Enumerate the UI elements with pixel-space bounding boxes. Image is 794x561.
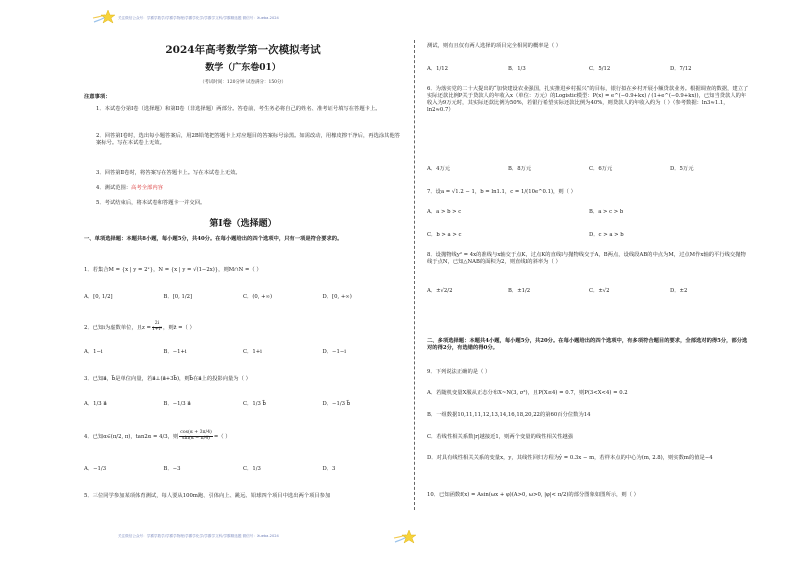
question-4-options <box>84 466 402 473</box>
question-9: 9．下列说法正确的是（ ） <box>427 369 491 375</box>
notice-1: 1．本试卷分第Ⅰ卷（选择题）和第Ⅱ卷（非选择题）两部分。答卷前，考生务必将自己的姓名、准考证号填写在答题卡上。 <box>96 106 381 112</box>
fraction: $\frac{\cos(\alpha + 3\pi/4)}{\sin(\alpha - \pi/4)}$ <box>180 430 212 441</box>
question-3: 3．已知a⃗，b⃗是单位向量，若a⃗⊥(a⃗+3b⃗)，则b⃗在a⃗上的投影向量为（ ） <box>84 376 251 382</box>
notice-5: 5．考试结束后，将本试卷和答题卡一并交回。 <box>96 200 206 206</box>
notice-2: 2．回答第Ⅰ卷时，选出每小题答案后，用2B铅笔把答题卡上对应题目的答案标号涂黑。如需改动，用橡皮擦干净后，再选涂其他答案标号。写在本试卷上无效。 <box>96 133 401 147</box>
question-5-options <box>427 66 751 73</box>
question-6-options <box>427 166 751 173</box>
question-4: 4．已知α∈(π/2, π)，tan2α = 4/3，则 $\frac{\cos(\alpha + 3\pi/4)}{\sin(\alpha - \pi/4)}$ =（ ） <box>84 430 231 441</box>
fraction: $\frac{2i}{\text{1+i³}}$ <box>151 321 163 332</box>
question-6: 6．为落实党的二十大提出的“加快建设农业强国，扎实推进乡村振兴”的目标，银行拟在乡村开展小额贷款业务。根据调查的数据，建立了实际还款比例P关于贷款人的年收入x（单位：万元）的Logistic模型：P(x) = e^(−0.9+kx) / (1+e^(−0.9+kx))，已知当贷款人的年收入为9万元时，其实际还款比例为50%，若银行希望实际还款比例为40%，则贷款人的年收入约为（ ）（参考数据：ln3≈1.1，ln2≈0.7） <box>427 86 749 114</box>
footer-text: 关注微信公众号：学霸学数学/学霸学物理/学霸学化学/学霸学文科/学霸精选题 微信号：Xueba-2024 <box>118 534 279 538</box>
option-a: A．1/12 <box>427 66 449 72</box>
notice-title: 注意事项： <box>84 94 111 100</box>
option-b: B．a > c > b <box>589 209 624 215</box>
question-10: 10．已知函数f(x) = Asin(ωx + φ)(A>0, ω>0, |φ|< π/2)的部分图象如图所示，则（ ） <box>427 492 639 498</box>
option-b: B．8万元 <box>508 166 532 172</box>
exam-info: （考试时间：120分钟 试卷满分：150分） <box>199 80 287 85</box>
option-c: C．6万元 <box>589 166 613 172</box>
notice-3: 3．回答第Ⅱ卷时，将答案写在答题卡上。写在本试卷上无效。 <box>96 170 241 176</box>
question-7-options-row-1 <box>427 209 751 216</box>
option-c: C．5/12 <box>589 66 611 72</box>
option-b: B．1/3 <box>508 66 526 72</box>
option-d: D．3 <box>322 466 336 472</box>
question-2-options <box>84 349 402 356</box>
star-logo-icon <box>92 8 118 26</box>
part-1-intro: 一、单项选择题：本题共8小题，每小题5分，共40分。在每小题给出的四个选项中，只有一项是符合要求的。 <box>84 236 343 242</box>
question-7: 7．设a = √1.2 − 1，b = ln1.1，c = 1/(10e^0.1)，则（ ） <box>427 189 576 195</box>
option-c: C．1+i <box>243 349 262 355</box>
option-b: B．−3 <box>163 466 181 472</box>
option-a: A．1−i <box>84 349 103 355</box>
option-b: B．−1/3 a⃗ <box>163 401 191 407</box>
question-9-option-d: D．对具有线性相关关系的变量x，y，其线性回归方程为ŷ = 0.3x − m，若样本点的中心为(m, 2.8)，则实数m的值是−4 <box>427 455 713 461</box>
option-a: A．±√2/2 <box>427 288 453 294</box>
option-a: A．[0, 1/2] <box>84 294 113 300</box>
option-d: D．c > a > b <box>589 232 624 238</box>
question-7-options-row-2 <box>427 232 751 239</box>
question-5: 5．三位同学参加某项体育测试，每人要从100m跑、引体向上、跳远、铅球四个项目中选出两个项目参加 <box>84 493 331 499</box>
option-c: C．1/3 b⃗ <box>243 401 266 407</box>
section-1-title: 第Ⅰ卷（选择题） <box>209 219 277 229</box>
option-d: D．−1−i <box>322 349 346 355</box>
option-a: A．a > b > c <box>427 209 462 215</box>
option-c: C．(0, +∞) <box>243 294 273 300</box>
notice-4: 4．测试范围：高考全部内容 <box>96 185 163 191</box>
option-b: B．−1+i <box>163 349 187 355</box>
option-c: C．±√2 <box>589 288 610 294</box>
test-scope: 高考全部内容 <box>131 185 163 191</box>
question-8-options <box>427 288 751 295</box>
option-d: D．±2 <box>670 288 688 294</box>
option-b: B．±1/2 <box>508 288 531 294</box>
question-9-option-b: B．一组数据10,11,11,12,13,14,16,18,20,22的第60百分位数为14 <box>427 412 591 418</box>
option-b: B．[0, 1/2] <box>163 294 193 300</box>
option-d: D．7/12 <box>670 66 692 72</box>
exam-title: 2024年高考数学第一次模拟考试 <box>165 44 321 56</box>
question-5-continued: 测试，则有且仅有两人选择的项目完全相同的概率是（ ） <box>427 43 562 49</box>
option-c: C．1/3 <box>243 466 261 472</box>
part-2-intro: 二、多项选择题：本题共4小题，每小题5分，共20分。在每小题给出的四个选项中，有多项符合题目的要求，全部选对的得5分，部分选对的得2分，有选错的得0分。 <box>427 338 748 352</box>
question-9-option-c: C．若线性相关系数|r|越接近1，则两个变量的线性相关性越强 <box>427 434 573 440</box>
star-logo-icon <box>393 528 419 546</box>
option-d: D．[0, +∞) <box>322 294 352 300</box>
option-a: A．−1/3 <box>84 466 107 472</box>
question-1-options <box>84 294 402 301</box>
option-a: A．1/3 a⃗ <box>84 401 107 407</box>
question-1: 1．若集合M = {x | y = 2ˣ}，N = {x | y = √(1−2x)}，则M∩N =（ ） <box>84 267 262 273</box>
option-a: A．4万元 <box>427 166 451 172</box>
column-divider <box>414 40 415 510</box>
exam-subtitle: 数学（广东卷01） <box>205 63 281 73</box>
option-d: D．5万元 <box>670 166 694 172</box>
option-c: C．b > a > c <box>427 232 462 238</box>
header-text: 关注微信公众号：学霸学数学/学霸学物理/学霸学化学/学霸学文科/学霸精选题 微信号：Xueba-2024 <box>118 16 279 20</box>
question-3-options <box>84 401 402 408</box>
question-2: 2．已知i为虚数单位，且z = $\frac{2i}{\text{1+i³}}$ ，则z̄ =（ ） <box>84 321 195 332</box>
question-9-option-a: A．若随机变量X服从正态分布X~N(3, σ²)，且P(X≤4) = 0.7，则P(3<X<4) = 0.2 <box>427 390 628 396</box>
question-8: 8．设抛物线y² = 4x的准线与x轴交于点K，过点K的直线l与抛物线交于A，B两点，设线段AB的中点为M，过点M作x轴的平行线交抛物线于点N，已知△NAB的面积为2，则直线l的斜率为（ ） <box>427 252 746 266</box>
option-d: D．−1/3 b⃗ <box>322 401 351 407</box>
